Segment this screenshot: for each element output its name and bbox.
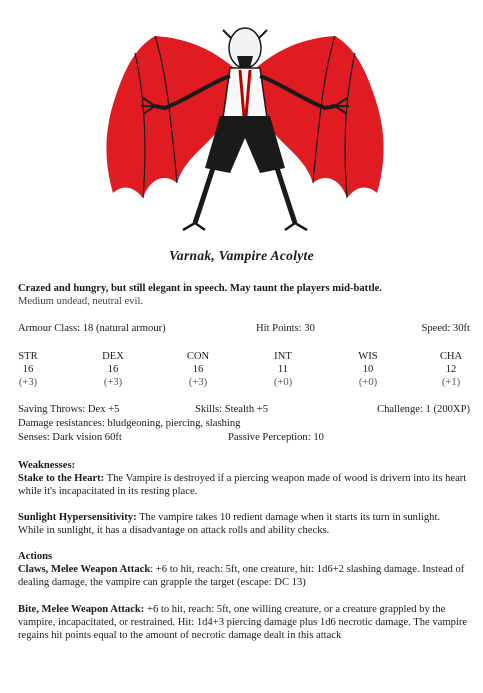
ability-mod: (+3) xyxy=(103,377,123,388)
weakness-name: Sunlight Hypersensitivity: xyxy=(18,512,137,523)
monster-tagline: Crazed and hungry, but still elegant in speech. May taunt the players mid-battle. xyxy=(18,283,383,294)
senses: Senses: Dark vision 60ft xyxy=(18,432,122,443)
skills: Skills: Stealth +5 xyxy=(195,404,269,415)
hit-points: Hit Points: 30 xyxy=(256,323,315,334)
ability-name: WIS xyxy=(358,351,378,362)
action-text: +6 to hit, reach: 5ft, one willing creature, or a creature grappled by the vampire, incapacitated, or restrained. Hit: 1d4+3 piercing damage plus 1d6 necrotic damage. The vampire regains hit points equal to the amount of necrotic damage dealt in this attack xyxy=(18,604,468,641)
weakness-stake xyxy=(18,472,468,498)
actions-heading: Actions xyxy=(18,551,53,562)
weakness-name: Stake to the Heart: xyxy=(18,473,105,484)
weakness-text: The Vampire is destroyed if a piercing weapon made of wood is drivern into its heart while it's incapacitated in its resting place. xyxy=(18,473,467,497)
ability-con xyxy=(178,350,218,389)
challenge: Challenge: 1 (200XP) xyxy=(377,404,470,415)
saving-throws: Saving Throws: Dex +5 xyxy=(18,404,120,415)
ability-score: 11 xyxy=(277,364,289,375)
legs xyxy=(195,168,295,223)
ability-mod: (+1) xyxy=(441,377,461,388)
ability-name: CON xyxy=(186,351,210,362)
ability-dex xyxy=(93,350,133,389)
monster-type: Medium undead, neutral evil. xyxy=(18,296,144,307)
ability-score: 10 xyxy=(362,364,374,375)
ability-name: STR xyxy=(18,351,38,362)
weakness-text: The vampire takes 10 redient damage when it starts its turn in sunlight. While in sunlight, it has a disadvantage on attack rolls and ability checks. xyxy=(18,512,441,536)
ability-mod: (+3) xyxy=(188,377,208,388)
ability-str xyxy=(8,350,48,389)
ability-mod: (+0) xyxy=(273,377,293,388)
action-name: Claws, Melee Weapon Attack xyxy=(18,564,151,575)
action-claws xyxy=(18,563,468,589)
ability-name: INT xyxy=(274,351,292,362)
weaknesses-heading: Weaknesses: xyxy=(18,460,76,471)
ability-mod: (+3) xyxy=(18,377,38,388)
ability-score: 16 xyxy=(192,364,204,375)
monster-name: Varnak, Vampire Acolyte xyxy=(169,248,314,263)
ability-cha xyxy=(431,350,471,389)
action-name: Bite, Melee Weapon Attack: xyxy=(18,604,145,615)
vampire-illustration xyxy=(95,8,395,240)
ability-mod: (+0) xyxy=(358,377,378,388)
armour-class: Armour Class: 18 (natural armour) xyxy=(18,323,166,334)
ability-score: 16 xyxy=(107,364,119,375)
ability-int xyxy=(263,350,303,389)
passive-perception: Passive Perception: 10 xyxy=(228,432,324,443)
ability-name: CHA xyxy=(439,351,463,362)
ability-wis xyxy=(348,350,388,389)
ability-score: 16 xyxy=(22,364,34,375)
speed: Speed: 30ft xyxy=(421,323,470,334)
weakness-sunlight xyxy=(18,511,468,537)
damage-resistances: Damage resistances: bludgeoning, piercing, slashing xyxy=(18,418,241,429)
ability-name: DEX xyxy=(102,351,124,362)
action-bite xyxy=(18,603,468,642)
ability-score: 12 xyxy=(445,364,457,375)
action-text: : +6 to hit, reach: 5ft, one creature, hit: 1d6+2 slashing damage. Instead of dealing damage, the vampire can grapple the target (escape: DC 13) xyxy=(18,564,465,588)
